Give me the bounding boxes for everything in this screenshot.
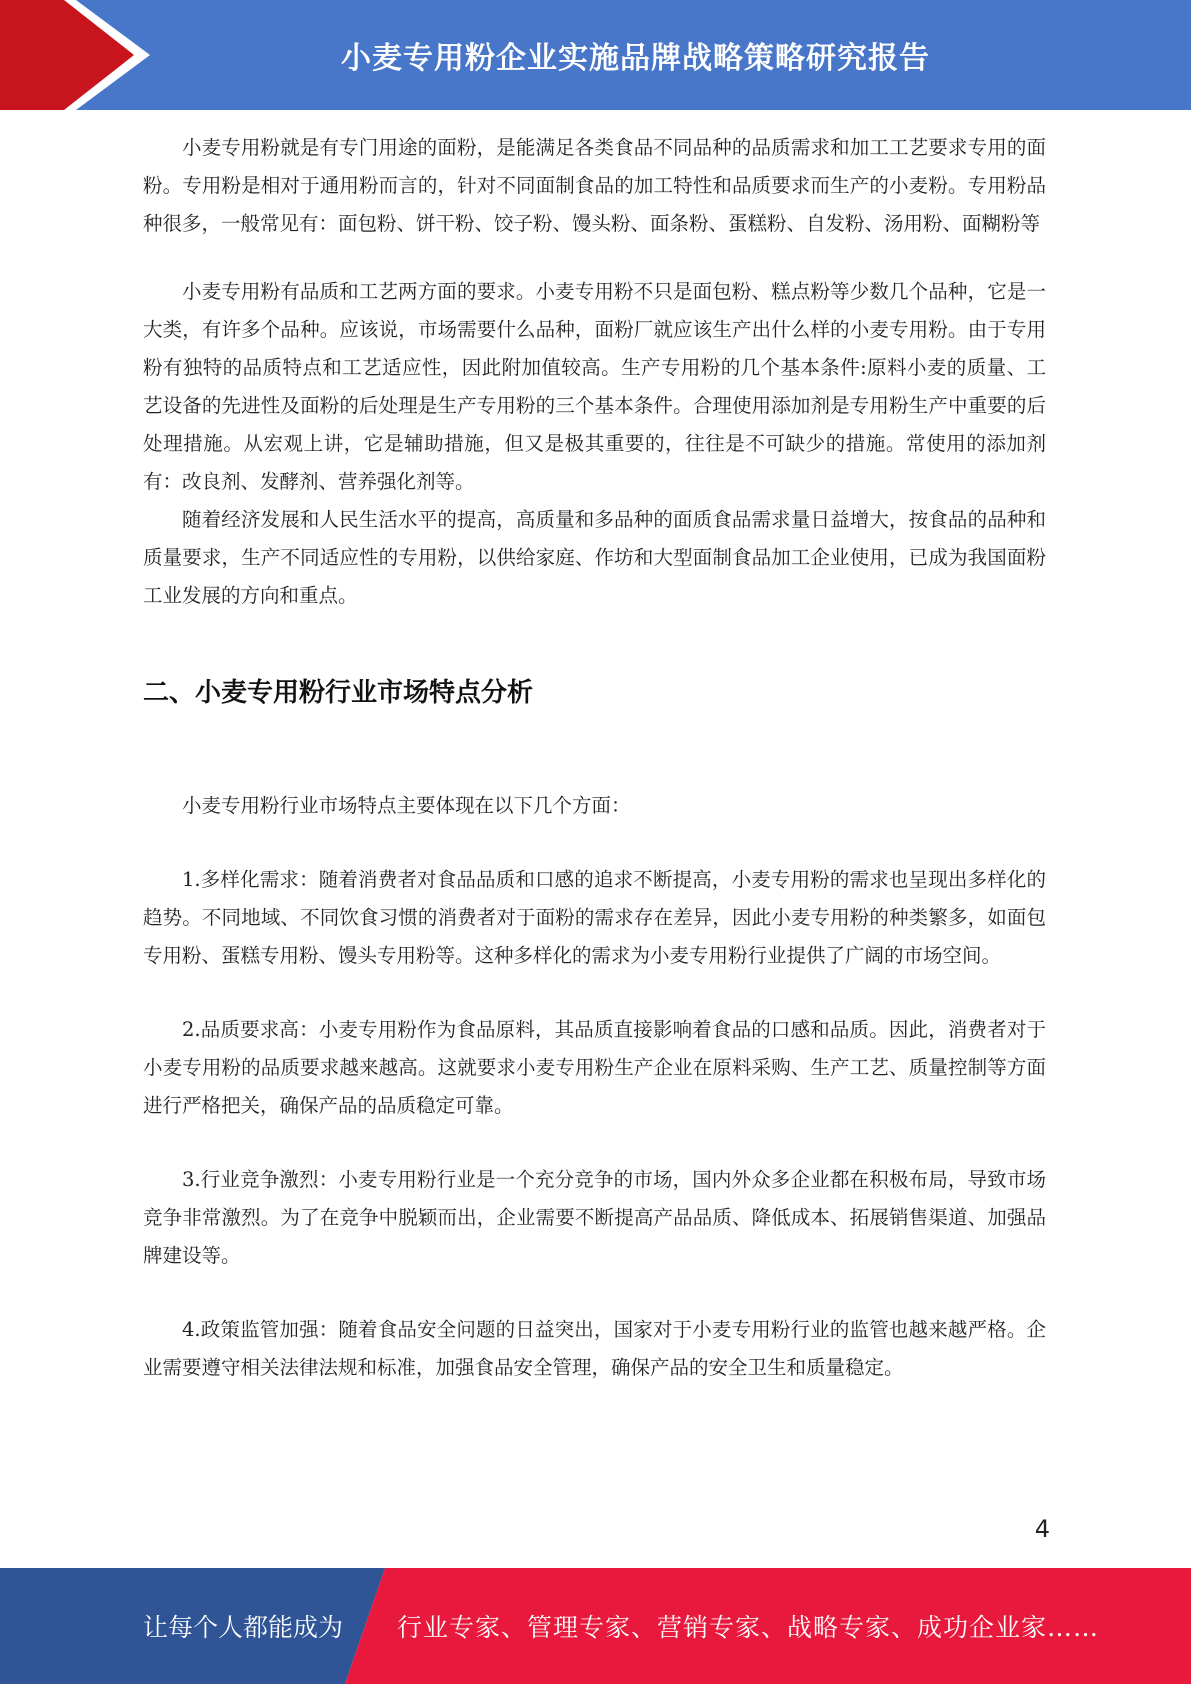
list-item-competition: 3.行业竞争激烈：小麦专用粉行业是一个充分竞争的市场，国内外众多企业都在积极布局，导致市场竞争非常激烈。为了在竞争中脱颖而出，企业需要不断提高产品品质、降低成本、拓展销售渠道、加强品牌建设等。 xyxy=(143,1168,1046,1267)
page-footer xyxy=(0,1568,1191,1684)
header-arrow-icon xyxy=(0,0,160,110)
document-title: 小麦专用粉企业实施品牌战略策略研究报告 xyxy=(341,41,930,76)
footer-slogan-left: 让每个人都能成为 xyxy=(143,1613,344,1642)
section-heading: 二、小麦专用粉行业市场特点分析 xyxy=(143,678,534,708)
paragraph-definition: 小麦专用粉就是有专门用途的面粉，是能满足各类食品不同品种的品质需求和加工工艺要求专用的面粉。专用粉是相对于通用粉而言的，针对不同面制食品的加工特性和品质要求而生产的小麦粉。专用粉品种很多，一般常见有：面包粉、饼干粉、饺子粉、馒头粉、面条粉、蛋糕粉、自发粉、汤用粉、面糊粉等 xyxy=(143,136,1046,235)
list-item-regulation: 4.政策监管加强：随着食品安全问题的日益突出，国家对于小麦专用粉行业的监管也越来越严格。企业需要遵守相关法律法规和标准，加强食品安全管理，确保产品的安全卫生和质量稳定。 xyxy=(143,1318,1046,1379)
list-item-quality-requirements: 2.品质要求高：小麦专用粉作为食品原料，其品质直接影响着食品的口感和品质。因此，消费者对于小麦专用粉的品质要求越来越高。这就要求小麦专用粉生产企业在原料采购、生产工艺、质量控制等方面进行严格把关，确保产品的品质稳定可靠。 xyxy=(143,1018,1046,1117)
list-item-diverse-demand: 1.多样化需求：随着消费者对食品品质和口感的追求不断提高，小麦专用粉的需求也呈现出多样化的趋势。不同地域、不同饮食习惯的消费者对于面粉的需求存在差异，因此小麦专用粉的种类繁多，如面包专用粉、蛋糕专用粉、馒头专用粉等。这种多样化的需求为小麦专用粉行业提供了广阔的市场空间。 xyxy=(143,868,1046,967)
document-body xyxy=(143,129,1046,1387)
paragraph-development: 随着经济发展和人民生活水平的提高，高质量和多品种的面质食品需求量日益增大，按食品的品种和质量要求，生产不同适应性的专用粉，以供给家庭、作坊和大型面制食品加工企业使用，已成为我国面粉工业发展的方向和重点。 xyxy=(143,508,1046,607)
paragraph-requirements: 小麦专用粉有品质和工艺两方面的要求。小麦专用粉不只是面包粉、糕点粉等少数几个品种，它是一大类，有许多个品种。应该说，市场需要什么品种，面粉厂就应该生产出什么样的小麦专用粉。由于专用粉有独特的品质特点和工艺适应性，因此附加值较高。生产专用粉的几个基本条件:原料小麦的质量、工艺设备的先进性及面粉的后处理是生产专用粉的三个基本条件。合理使用添加剂是专用粉生产中重要的后处理措施。从宏观上讲，它是辅助措施，但又是极其重要的，往往是不可缺少的措施。常使用的添加剂有：改良剂、发酵剂、营养强化剂等。 xyxy=(143,280,1046,493)
page-header xyxy=(0,0,1191,110)
section-intro: 小麦专用粉行业市场特点主要体现在以下几个方面： xyxy=(182,794,631,817)
page-number: 4 xyxy=(1034,1515,1050,1543)
footer-slogan-right: 行业专家、管理专家、营销专家、战略专家、成功企业家…… xyxy=(397,1613,1100,1642)
